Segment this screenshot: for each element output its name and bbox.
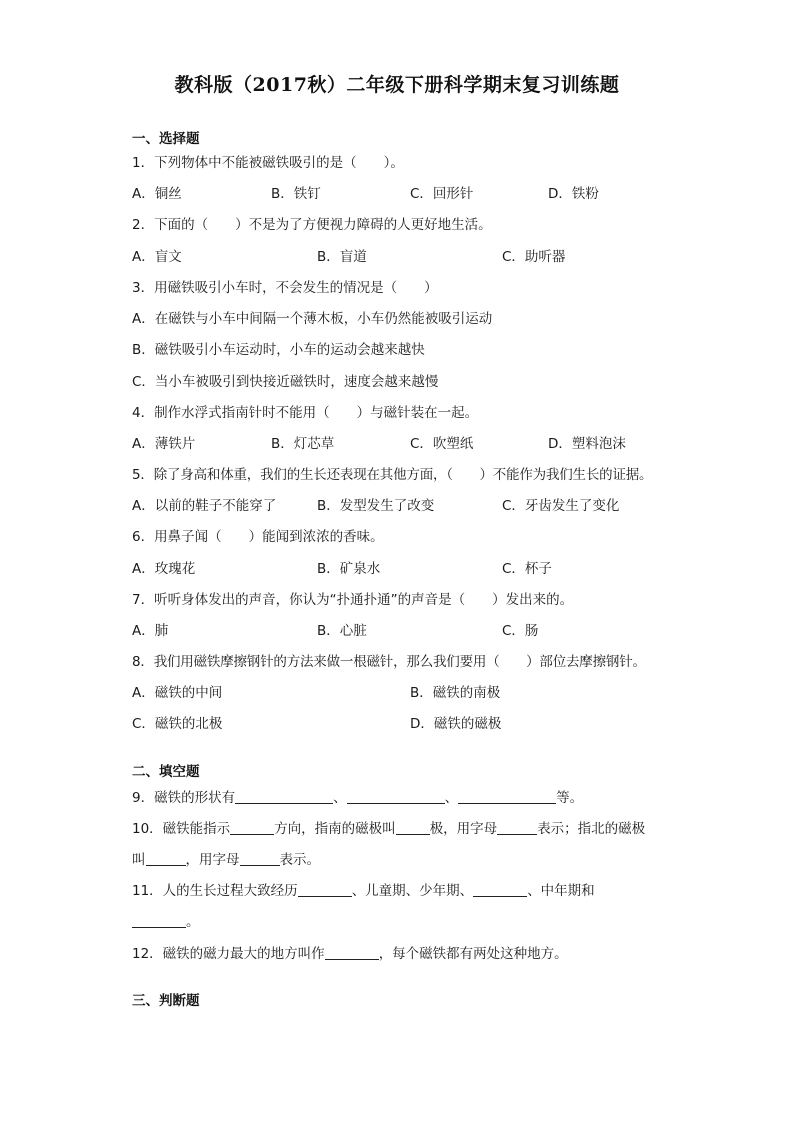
q10-text-7: 表示。 <box>279 852 320 868</box>
section-judge-heading: 三、判断题 <box>132 993 200 1009</box>
q5-option-a: A．以前的鞋子不能穿了 <box>132 498 277 514</box>
q6-option-c: C．杯子 <box>502 561 552 577</box>
q10-blank-5[interactable] <box>240 851 280 866</box>
q11-text-2: 、儿童期、少年期、 <box>351 883 474 899</box>
section-choice-heading: 一、选择题 <box>132 131 200 147</box>
q10-text-2: 方向，指南的磁极叫 <box>274 821 396 837</box>
q1-stem: 1．下列物体中不能被磁铁吸引的是（ ）。 <box>132 155 404 171</box>
q10-blank-2[interactable] <box>396 820 430 835</box>
q7-option-a: A．肺 <box>132 623 169 639</box>
page-title: 教科版（2017秋）二年级下册科学期末复习训练题 <box>174 74 620 96</box>
q3-option-c: C．当小车被吸引到快接近磁铁时，速度会越来越慢 <box>132 374 439 390</box>
q1-option-a: A．铜丝 <box>132 186 182 202</box>
q4-option-c: C．吹塑纸 <box>410 436 474 452</box>
q5-stem: 5．除了身高和体重，我们的生长还表现在其他方面，（ ）不能作为我们生长的证据。 <box>132 467 653 483</box>
q7-option-c: C．肠 <box>502 623 539 639</box>
q9-blank-1[interactable] <box>235 789 333 804</box>
q2-option-c: C．助听器 <box>502 249 566 265</box>
q9-text-2: 、 <box>333 790 347 806</box>
q2-option-a: A．盲文 <box>132 249 182 265</box>
q10-line-1 <box>132 817 645 837</box>
q8-option-a: A．磁铁的中间 <box>132 685 223 701</box>
q3-option-a: A．在磁铁与小车中间隔一个薄木板，小车仍然能被吸引运动 <box>132 311 493 327</box>
q2-option-b: B．盲道 <box>317 249 367 265</box>
q8-option-c: C．磁铁的北极 <box>132 716 223 732</box>
q10-line-2 <box>132 848 320 868</box>
q7-option-b: B．心脏 <box>317 623 367 639</box>
q6-option-b: B．矿泉水 <box>317 561 381 577</box>
q12-text-2: ，每个磁铁都有两处这种地方。 <box>378 946 568 962</box>
q10-blank-3[interactable] <box>497 820 537 835</box>
q5-option-b: B．发型发生了改变 <box>317 498 435 514</box>
q8-option-b: B．磁铁的南极 <box>410 685 501 701</box>
q1-option-c: C．回形针 <box>410 186 474 202</box>
q10-text-4: 表示；指北的磁极 <box>537 821 646 837</box>
q9-text-1: 9．磁铁的形状有 <box>132 790 236 806</box>
q10-text-1: 10．磁铁能指示 <box>132 821 231 837</box>
q5-option-c: C．牙齿发生了变化 <box>502 498 620 514</box>
q11-blank-1[interactable] <box>298 882 352 897</box>
q10-blank-1[interactable] <box>230 820 274 835</box>
q6-option-a: A．玫瑰花 <box>132 561 196 577</box>
q8-option-d: D．磁铁的磁极 <box>410 716 502 732</box>
q10-text-5: 叫 <box>132 852 146 868</box>
q8-stem: 8．我们用磁铁摩擦钢针的方法来做一根磁针，那么我们要用（ ）部位去摩擦钢针。 <box>132 654 646 670</box>
q9-blank-2[interactable] <box>347 789 445 804</box>
q11-text-4: 。 <box>186 914 200 930</box>
q12-line <box>132 942 568 962</box>
q11-blank-2[interactable] <box>473 882 527 897</box>
section-fill-heading: 二、填空题 <box>132 764 200 780</box>
q11-line-1 <box>132 879 595 899</box>
q4-stem: 4．制作水浮式指南针时不能用（ ）与磁针装在一起。 <box>132 405 479 421</box>
q11-blank-3[interactable] <box>132 913 186 928</box>
q3-option-b: B．磁铁吸引小车运动时，小车的运动会越来越快 <box>132 342 425 358</box>
q1-option-b: B．铁钉 <box>271 186 321 202</box>
q11-text-1: 11．人的生长过程大致经历 <box>132 883 298 899</box>
q7-stem: 7．听听身体发出的声音，你认为“扑通扑通”的声音是（ ）发出来的。 <box>132 592 574 608</box>
q10-text-6: ，用字母 <box>185 852 240 868</box>
q2-stem: 2．下面的（ ）不是为了方便视力障碍的人更好地生活。 <box>132 217 492 233</box>
q4-option-b: B．灯芯草 <box>271 436 335 452</box>
q12-blank-1[interactable] <box>325 945 379 960</box>
q10-text-3: 极，用字母 <box>429 821 498 837</box>
q4-option-d: D．塑料泡沫 <box>548 436 626 452</box>
q11-text-3: 、中年期和 <box>527 883 595 899</box>
q6-stem: 6．用鼻子闻（ ）能闻到浓浓的香味。 <box>132 529 384 545</box>
q9-text-3: 、 <box>444 790 459 806</box>
q9-line <box>132 786 583 806</box>
q11-line-2 <box>132 910 200 930</box>
q12-text-1: 12．磁铁的磁力最大的地方叫作 <box>132 946 325 962</box>
q4-option-a: A．薄铁片 <box>132 436 196 452</box>
q9-text-4: 等。 <box>556 790 584 806</box>
q10-blank-4[interactable] <box>146 851 186 866</box>
q9-blank-3[interactable] <box>458 789 556 804</box>
q1-option-d: D．铁粉 <box>548 186 599 202</box>
q3-stem: 3．用磁铁吸引小车时，不会发生的情况是（ ） <box>132 280 438 296</box>
